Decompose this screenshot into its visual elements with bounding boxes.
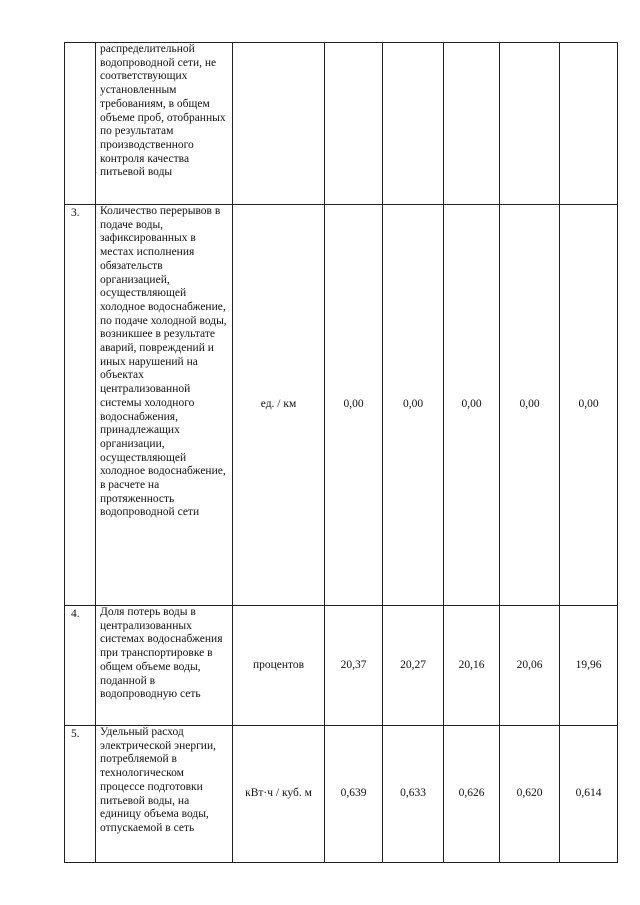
value-cell: 0,633 [383,726,444,863]
unit-cell: ед. / км [233,205,325,606]
indicator-description: Количество перерывов в подаче воды, зафиксированных в местах исполнения обязательств организацией, осуществляющей холодное водоснабжение, по подаче холодной воды, возникшее в результате аварий, повреждений и иных нарушений на объектах централизованной системы холодного водоснабжения, принадлежащих организации, осуществляющей холодное водоснабжение, в расчете на протяженность водопроводной сети [96,205,233,606]
table-row [65,606,618,726]
value-cell: 20,16 [444,606,500,726]
row-number [65,43,96,205]
row-number: 3. [65,205,96,606]
value-cell: 0,00 [383,205,444,606]
indicator-description: Доля потерь воды в централизованных системах водоснабжения при транспортировке в общем объеме воды, поданной в водопроводную сеть [96,606,233,726]
value-cell [325,43,383,205]
table-row [65,43,618,205]
value-cell: 0,626 [444,726,500,863]
indicators-table [64,42,618,863]
value-cell: 20,37 [325,606,383,726]
unit-cell [233,43,325,205]
indicator-description: распределительной водопроводной сети, не соответствующих установленным требованиям, в общем объеме проб, отобранных по результатам производственного контроля качества питьевой воды [96,43,233,205]
row-number: 5. [65,726,96,863]
value-cell [500,43,560,205]
unit-cell: кВт·ч / куб. м [233,726,325,863]
value-cell: 19,96 [560,606,618,726]
value-cell: 0,00 [500,205,560,606]
value-cell: 0,00 [560,205,618,606]
unit-cell: процентов [233,606,325,726]
value-cell: 0,00 [325,205,383,606]
value-cell [560,43,618,205]
value-cell: 0,620 [500,726,560,863]
table-row [65,726,618,863]
value-cell [444,43,500,205]
value-cell: 0,00 [444,205,500,606]
value-cell: 20,06 [500,606,560,726]
row-number: 4. [65,606,96,726]
table-row [65,205,618,606]
value-cell [383,43,444,205]
value-cell: 20,27 [383,606,444,726]
value-cell: 0,614 [560,726,618,863]
value-cell: 0,639 [325,726,383,863]
indicator-description: Удельный расход электрической энергии, потребляемой в технологическом процессе подготовки питьевой воды, на единицу объема воды, отпускаемой в сеть [96,726,233,863]
